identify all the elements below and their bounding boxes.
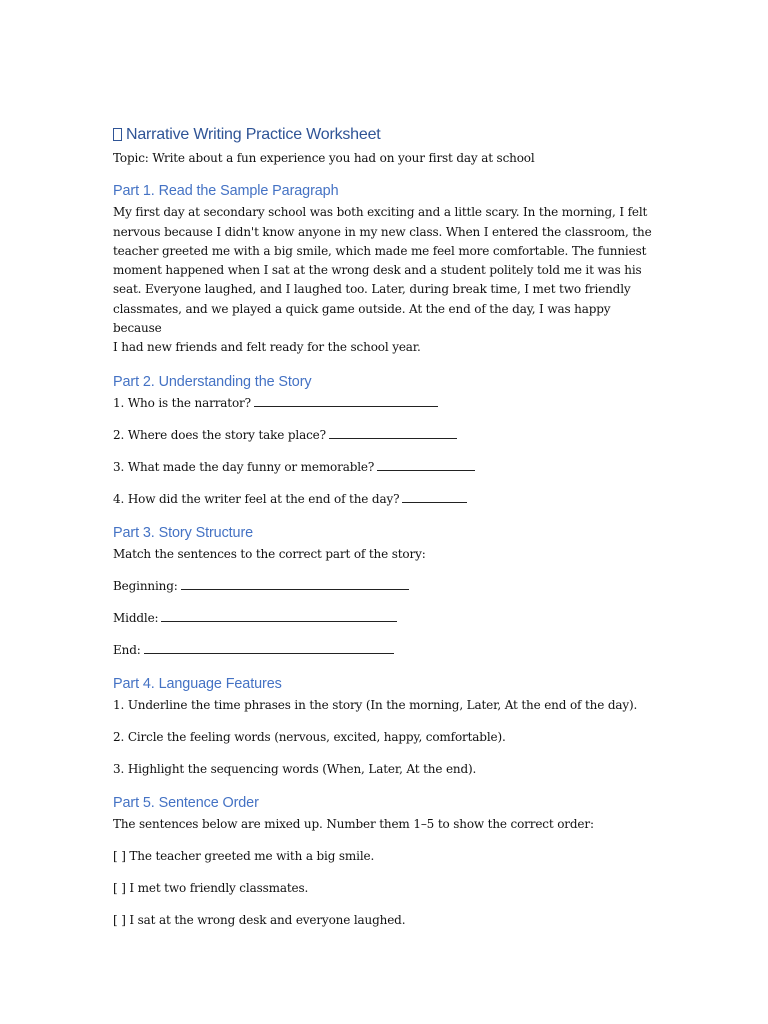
worksheet-title-text: Narrative Writing Practice Worksheet bbox=[126, 126, 381, 143]
paragraph-line: I had new friends and felt ready for the school year. bbox=[113, 340, 421, 355]
order-item-3: [ ] I sat at the wrong desk and everyone laughed. bbox=[113, 912, 406, 927]
field-label: Beginning: bbox=[113, 578, 178, 593]
part5-instruction: The sentences below are mixed up. Number them 1–5 to show the correct order: bbox=[113, 816, 594, 831]
paragraph-line: nervous because I didn't know anyone in my new class. When I entered the classroom, the bbox=[113, 224, 652, 239]
sample-paragraph bbox=[113, 203, 658, 357]
part1-section bbox=[113, 181, 658, 357]
language-task-1: 1. Underline the time phrases in the story (In the morning, Later, At the end of the day). bbox=[113, 697, 638, 712]
answer-blank[interactable] bbox=[181, 578, 409, 590]
part5-section bbox=[113, 793, 658, 930]
paragraph-line: My first day at secondary school was both exciting and a little scary. In the morning, I felt bbox=[113, 205, 648, 220]
answer-blank[interactable] bbox=[329, 427, 457, 439]
question-1 bbox=[113, 394, 658, 413]
question-4 bbox=[113, 490, 658, 509]
question-3 bbox=[113, 458, 658, 477]
question-2 bbox=[113, 426, 658, 445]
topic-line: Topic: Write about a fun experience you had on your first day at school bbox=[113, 151, 535, 165]
part5-heading: Part 5. Sentence Order bbox=[113, 794, 259, 811]
answer-blank[interactable] bbox=[402, 491, 467, 503]
answer-blank[interactable] bbox=[254, 395, 438, 407]
part3-instruction: Match the sentences to the correct part of the story: bbox=[113, 546, 426, 561]
field-label: End: bbox=[113, 642, 141, 657]
answer-blank[interactable] bbox=[161, 610, 397, 622]
language-task-2: 2. Circle the feeling words (nervous, excited, happy, comfortable). bbox=[113, 729, 506, 744]
question-text: 3. What made the day funny or memorable? bbox=[113, 459, 375, 474]
part4-heading: Part 4. Language Features bbox=[113, 675, 282, 692]
question-text: 4. How did the writer feel at the end of the day? bbox=[113, 491, 400, 506]
part1-heading: Part 1. Read the Sample Paragraph bbox=[113, 183, 339, 200]
field-middle bbox=[113, 609, 658, 628]
document-icon bbox=[113, 128, 122, 141]
paragraph-line: teacher greeted me with a big smile, which made me feel more comfortable. The funniest bbox=[113, 243, 647, 258]
answer-blank[interactable] bbox=[377, 459, 475, 471]
question-text: 2. Where does the story take place? bbox=[113, 427, 326, 442]
field-label: Middle: bbox=[113, 610, 159, 625]
part3-heading: Part 3. Story Structure bbox=[113, 524, 254, 541]
worksheet-title bbox=[113, 125, 658, 145]
order-item-1: [ ] The teacher greeted me with a big smile. bbox=[113, 848, 375, 863]
worksheet-page bbox=[113, 125, 658, 930]
paragraph-line: seat. Everyone laughed, and I laughed too. Later, during break time, I met two friendly bbox=[113, 282, 631, 297]
part2-heading: Part 2. Understanding the Story bbox=[113, 373, 312, 390]
field-end bbox=[113, 641, 658, 660]
paragraph-line: moment happened when I sat at the wrong desk and a student politely told me it was his bbox=[113, 263, 642, 278]
field-beginning bbox=[113, 577, 658, 596]
answer-blank[interactable] bbox=[144, 642, 394, 654]
part3-section bbox=[113, 523, 658, 660]
order-item-2: [ ] I met two friendly classmates. bbox=[113, 880, 309, 895]
part2-section bbox=[113, 372, 658, 509]
part4-section bbox=[113, 674, 658, 779]
language-task-3: 3. Highlight the sequencing words (When, Later, At the end). bbox=[113, 761, 477, 776]
paragraph-line: classmates, and we played a quick game outside. At the end of the day, I was happy because bbox=[113, 301, 611, 336]
question-text: 1. Who is the narrator? bbox=[113, 395, 251, 410]
